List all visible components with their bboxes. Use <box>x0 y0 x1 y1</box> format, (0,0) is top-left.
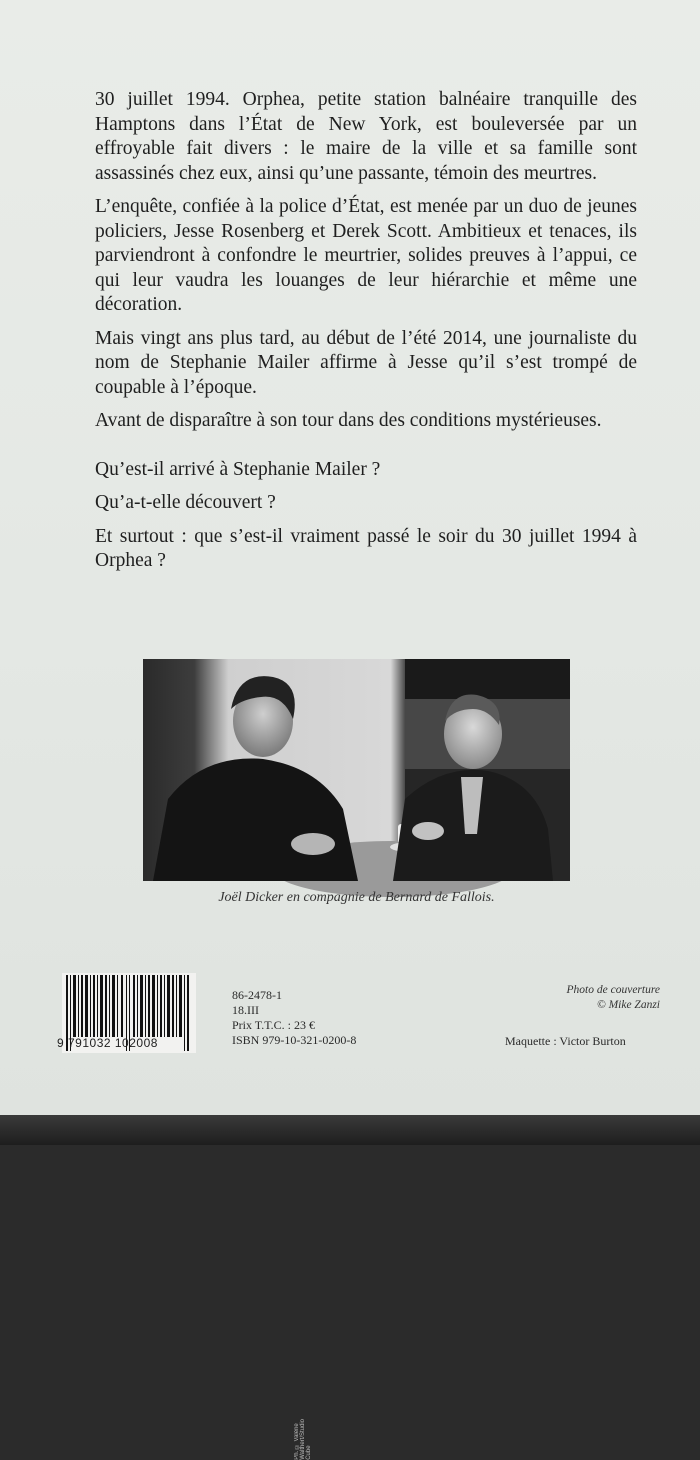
book-price: Prix T.T.C. : 23 € <box>232 1018 316 1032</box>
summary-paragraph-4: Avant de disparaître à son tour dans des conditions mystérieuses. <box>95 410 602 431</box>
book-summary <box>95 88 637 583</box>
summary-paragraph-2: L’enquête, confiée à la police d’État, est menée par un duo de jeunes policiers, Jesse Rosenberg et Derek Scott. Ambitieux et tenaces, ils parviendront à confondre le meurtrier, solides preuves à l’appui, ce qui leur vaudra les louanges de leur hiérarchie et même une décoration. <box>95 196 637 315</box>
book-isbn: ISBN 979-10-321-0200-8 <box>232 1033 357 1047</box>
cover-photo-author: © Mike Zanzi <box>596 999 660 1011</box>
cover-photo-label: Photo de couverture <box>566 984 660 996</box>
photo-credit: Ph. © Valérie Walthert/Studio Cube <box>294 1419 312 1460</box>
table-surface <box>0 1115 700 1145</box>
question-1: Qu’est-il arrivé à Stephanie Mailer ? <box>95 458 381 480</box>
photo-caption: Joël Dicker en compagnie de Bernard de Fallois. <box>218 890 495 905</box>
summary-paragraph-1: 30 juillet 1994. Orphea, petite station balnéaire tranquille des Hamptons dans l’État de New York, est bouleversée par un effroyable fait divers : le maire de la ville et sa famille sont assassinés chez eux, ainsi qu’une passante, témoin des meurtres. <box>95 89 637 184</box>
book-code: 86-2478-1 <box>232 988 282 1002</box>
cover-photo-credit <box>500 983 660 1013</box>
summary-paragraph-3: Mais vingt ans plus tard, au début de l’été 2014, une journaliste du nom de Stephanie Mailer affirme à Jesse qu’il s’est trompé de coupable à l’époque. <box>95 327 637 398</box>
book-meta <box>232 988 356 1048</box>
book-edition: 18.III <box>232 1003 259 1017</box>
layout-credit: Maquette : Victor Burton <box>505 1034 626 1048</box>
question-2: Qu’a-t-elle découvert ? <box>95 492 276 513</box>
question-3: Et surtout : que s’est-il vraiment passé le soir du 30 juillet 1994 à Orphea ? <box>95 525 637 571</box>
photo-illustration <box>143 659 570 881</box>
barcode-digits: 9 791032 102008 <box>57 1036 158 1050</box>
